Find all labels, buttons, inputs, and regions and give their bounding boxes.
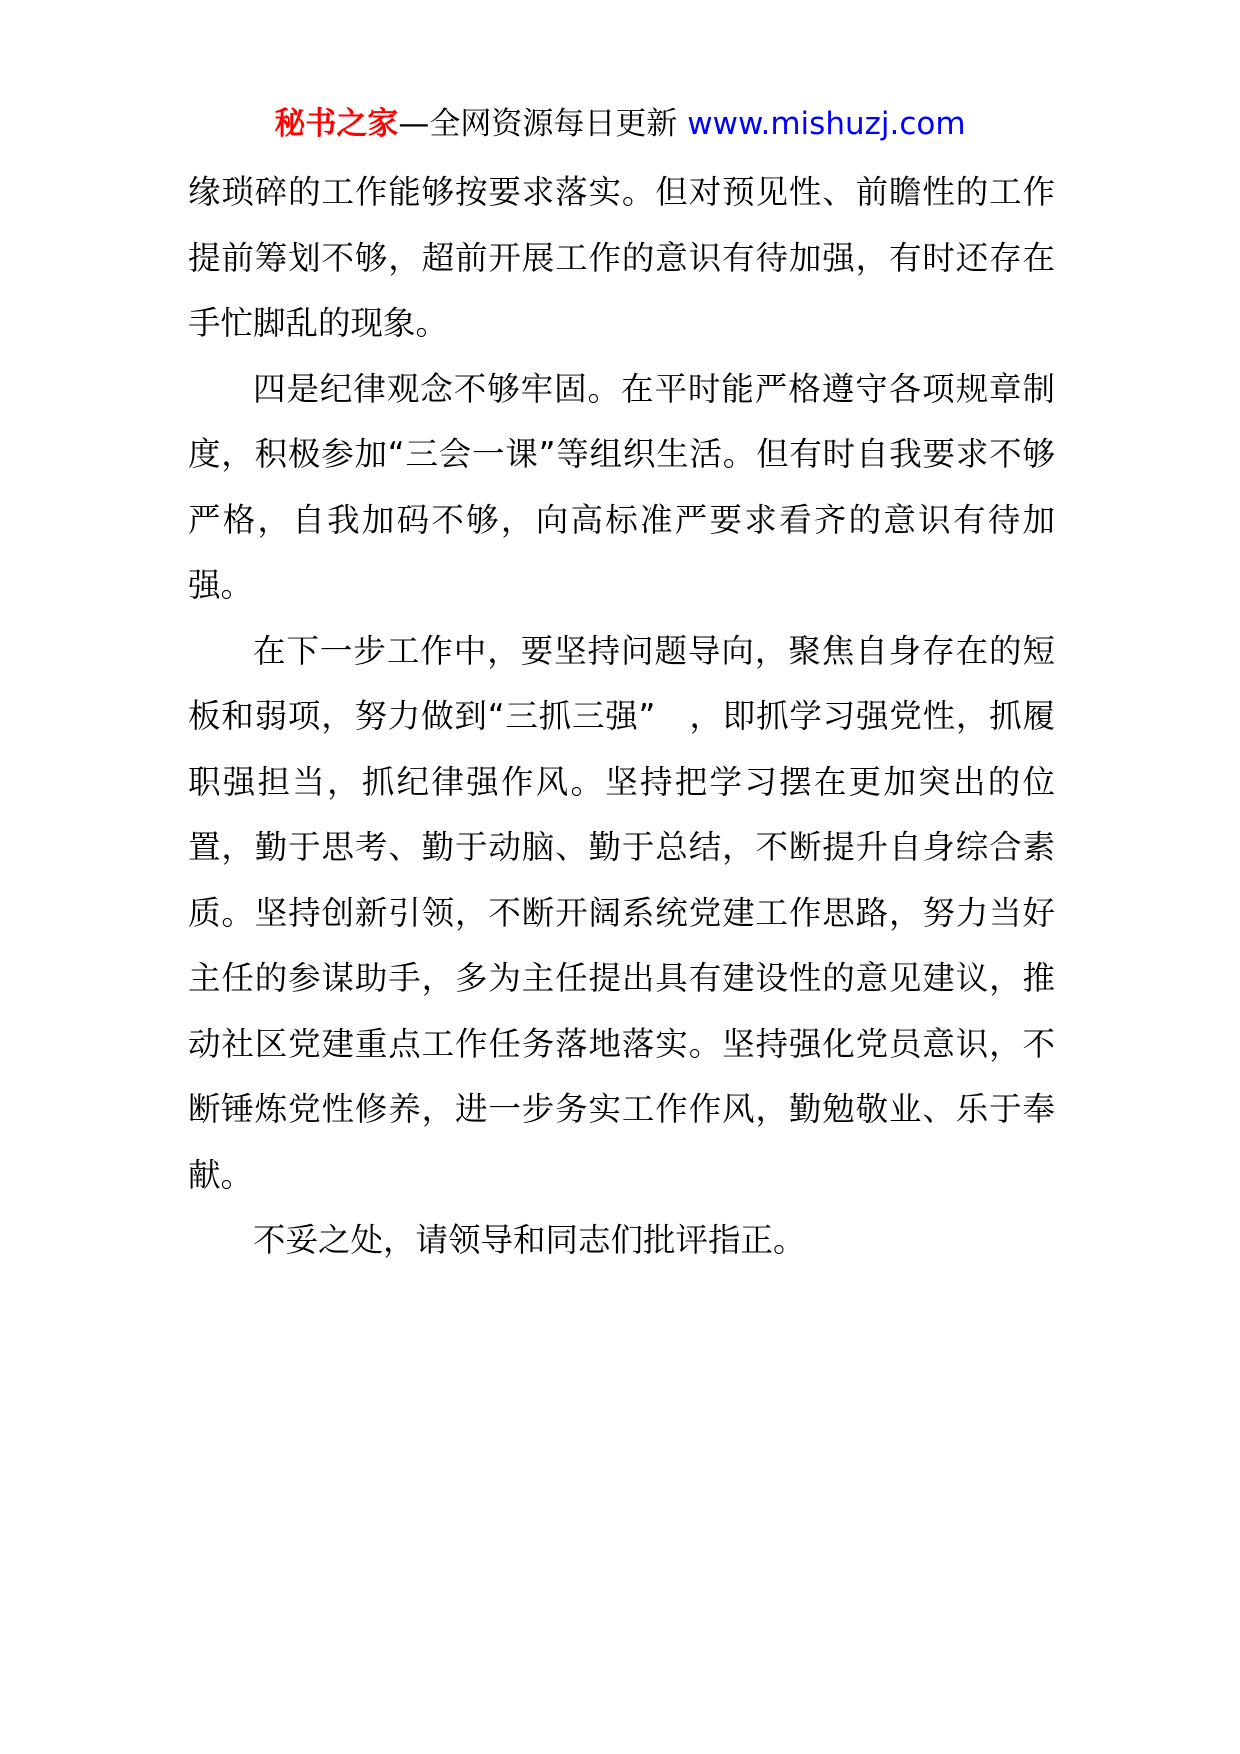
paragraph-closing: 不妥之处，请领导和同志们批评指正。	[253, 1221, 806, 1259]
header-brand: 秘书之家	[274, 106, 399, 142]
header-url: www.mishuzj.com	[687, 106, 966, 142]
paragraph-next-steps: 在下一步工作中，要坚持问题导向，聚焦自身存在的短板和弱项，努力做到“三抓三强” ，即抓学习强党性，抓履职强担当，抓纪律强作风。坚持把学习摆在更加突出的位置，勤于思考、勤于动脑、勤于总结，不断提升自身综合素质。坚持创新引领，不断开阔系统党建工作思路，努力当好主任的参谋助手，多为主任提出具有建设性的意见建议，推动社区党建重点工作任务落地落实。坚持强化党员意识，不断锤炼党性修养，进一步务实工作作风，勤勉敬业、乐于奉献。	[188, 631, 1055, 1194]
header-tagline: —全网资源每日更新	[398, 106, 678, 142]
paragraph-continuation: 缘琐碎的工作能够按要求落实。但对预见性、前瞻性的工作提前筹划不够，超前开展工作的意识有待加强，有时还存在手忙脚乱的现象。	[188, 173, 1055, 342]
watermark-header	[0, 102, 1240, 146]
paragraph-discipline: 四是纪律观念不够牢固。在平时能严格遵守各项规章制度，积极参加“三会一课”等组织生活。但有时自我要求不够严格，自我加码不够，向高标准严要求看齐的意识有待加强。	[188, 369, 1055, 604]
document-body	[188, 160, 1055, 1274]
